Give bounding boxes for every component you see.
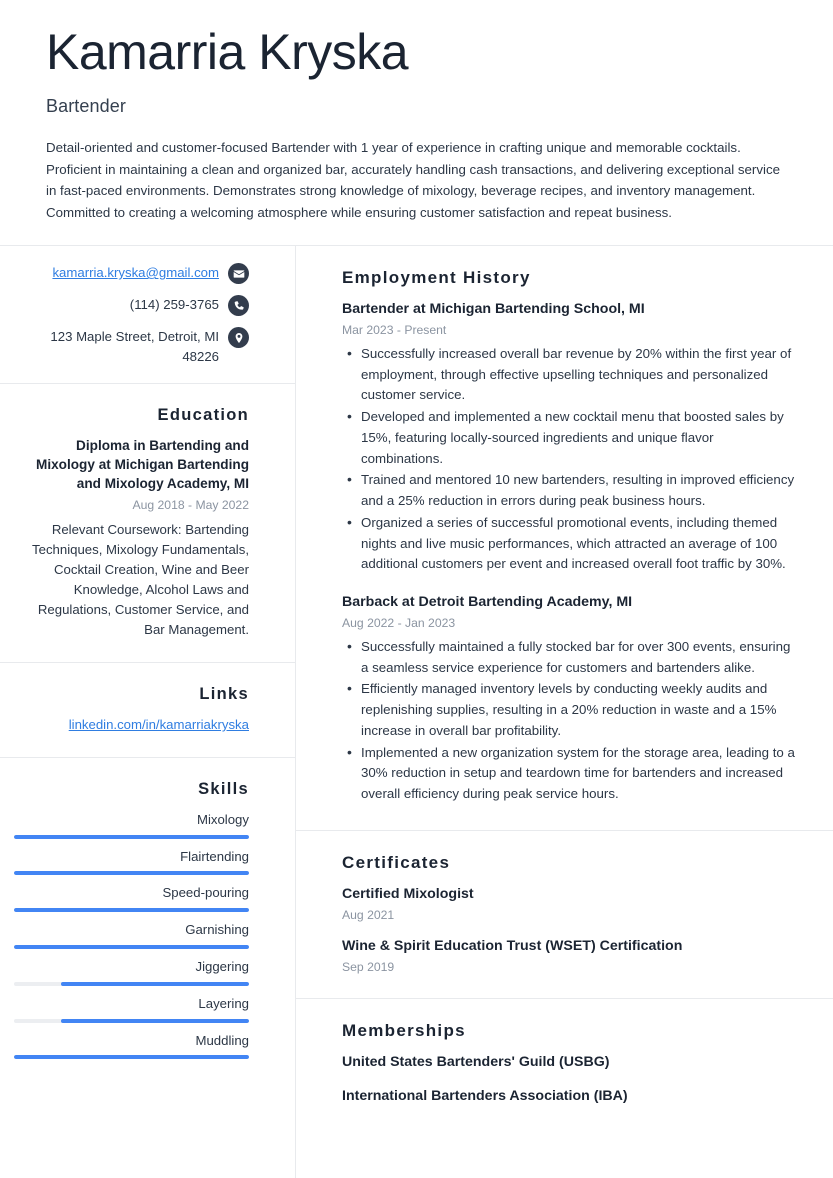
memberships-heading: Memberships <box>342 1020 466 1040</box>
employment-bullet: • Developed and implemented a new cocktail menu that boosted sales by 15%, featuring locally-sourced ingredients and unique flavor combinations. <box>361 407 797 469</box>
employment-bullets <box>342 637 797 805</box>
resume-header <box>0 0 833 246</box>
education-date: Aug 2018 - May 2022 <box>132 497 249 512</box>
certificate-title: Wine & Spirit Education Trust (WSET) Certification <box>342 937 683 954</box>
contact-row-address <box>14 326 249 367</box>
skill-label: Flairtending <box>180 848 249 864</box>
certificate-date: Aug 2021 <box>342 907 395 922</box>
employment-bullet: • Successfully increased overall bar revenue by 20% within the first year of employment, through effective upselling techniques and personalized customer service. <box>361 344 797 406</box>
skill-item <box>14 847 249 876</box>
skill-item <box>14 957 249 986</box>
skill-item <box>14 994 249 1023</box>
membership-entry <box>342 1053 797 1073</box>
professional-summary: Detail-oriented and customer-focused Bartender with 1 year of experience in crafting unique and memorable cocktails. Proficient in maintaining a clean and organized bar, accurately handling cash transactions, and delivering exceptional service in fast-paced environments. Demonstrates strong knowledge of mixology, beverage recipes, and inventory management. Committed to creating a welcoming atmosphere while ensuring customer satisfaction and repeat business. <box>46 140 780 220</box>
education-section <box>0 384 295 663</box>
skill-track <box>14 835 249 839</box>
certificate-date: Sep 2019 <box>342 959 395 974</box>
certificates-section <box>296 831 833 999</box>
certificate-entry <box>342 937 797 974</box>
education-degree: Diploma in Bartending and Mixology at Michigan Bartending and Mixology Academy, MI <box>36 437 249 492</box>
contact-row-phone[interactable] <box>14 294 249 316</box>
address-text: 123 Maple Street, Detroit, MI 48226 <box>50 329 219 364</box>
skill-track <box>14 982 249 986</box>
skills-section <box>0 758 295 1082</box>
certificate-title: Certified Mixologist <box>342 885 474 902</box>
skill-label: Jiggering <box>195 958 249 974</box>
employment-bullet: • Implemented a new organization system for the storage area, leading to a 30% reduction in setup and teardown time for bartenders and increased overall efficiency during peak service hours. <box>361 743 797 805</box>
certificates-heading: Certificates <box>342 852 451 872</box>
education-description: Relevant Coursework: Bartending Techniques, Mixology Fundamentals, Cocktail Creation, Wine and Beer Knowledge, Alcohol Laws and Regulations, Customer Service, and Bar Management. <box>32 521 249 637</box>
skill-fill <box>14 1055 249 1059</box>
skill-fill <box>61 1019 249 1023</box>
skill-track <box>14 871 249 875</box>
skill-item <box>14 810 249 839</box>
email-text[interactable]: kamarria.kryska@gmail.com <box>52 265 219 281</box>
main-column <box>296 246 833 1178</box>
skill-track <box>14 945 249 949</box>
skill-item <box>14 883 249 912</box>
skill-fill <box>14 835 249 839</box>
skill-item <box>14 1031 249 1060</box>
employment-date: Aug 2022 - Jan 2023 <box>342 615 456 630</box>
employment-entry <box>342 593 797 805</box>
skill-item <box>14 920 249 949</box>
membership-title: United States Bartenders' Guild (USBG) <box>342 1053 610 1070</box>
employment-section <box>296 246 833 831</box>
memberships-section <box>296 999 833 1132</box>
employment-heading: Employment History <box>342 268 531 288</box>
skills-heading: Skills <box>198 779 249 798</box>
certificate-entry <box>342 885 797 922</box>
skill-track <box>14 1019 249 1023</box>
phone-text: (114) 259-3765 <box>129 297 219 313</box>
sidebar <box>0 246 296 1178</box>
employment-bullet: • Efficiently managed inventory levels by conducting weekly audits and replenishing supplies, resulting in a 20% reduction in waste and a 15% increase in overall bar profitability. <box>361 679 797 741</box>
map-pin-icon <box>228 327 249 348</box>
skill-label: Speed-pouring <box>162 885 249 901</box>
job-title: Bartender <box>46 96 126 116</box>
full-name: Kamarria Kryska <box>46 24 409 80</box>
contact-row-email[interactable] <box>14 262 249 284</box>
resume-body <box>0 246 833 1178</box>
membership-entry <box>342 1087 797 1107</box>
link-linkedin[interactable]: linkedin.com/in/kamarriakryska <box>68 716 249 732</box>
education-heading: Education <box>157 405 249 424</box>
skill-fill <box>61 982 249 986</box>
employment-bullet: • Trained and mentored 10 new bartenders, resulting in improved efficiency and a 25% reduction in errors during peak business hours. <box>361 470 797 511</box>
skill-track <box>14 1055 249 1059</box>
employment-title: Barback at Detroit Bartending Academy, MI <box>342 594 633 611</box>
contact-block <box>0 246 295 384</box>
skill-fill <box>14 871 249 875</box>
skill-label: Garnishing <box>185 922 249 938</box>
employment-bullet: • Successfully maintained a fully stocked bar for over 300 events, ensuring a seamless service experience for customers and bartenders alike. <box>361 637 797 678</box>
education-entry <box>14 436 249 640</box>
employment-entry <box>342 300 797 575</box>
employment-date: Mar 2023 - Present <box>342 323 447 337</box>
skill-fill <box>14 908 249 912</box>
phone-icon <box>228 295 249 316</box>
employment-bullet: • Organized a series of successful promotional events, including themed nights and live music performances, which attracted an average of 100 additional customers per event and increased overall foot traffic by 30%. <box>361 513 797 575</box>
employment-title: Bartender at Michigan Bartending School, MI <box>342 301 645 318</box>
skill-track <box>14 908 249 912</box>
links-heading: Links <box>199 684 249 703</box>
links-section <box>0 663 295 758</box>
employment-bullets <box>342 344 797 575</box>
membership-title: International Bartenders Association (IBA) <box>342 1088 628 1105</box>
skill-label: Mixology <box>196 811 249 827</box>
skill-fill <box>14 945 249 949</box>
skill-label: Layering <box>198 995 249 1011</box>
skill-label: Muddling <box>195 1032 249 1048</box>
envelope-icon <box>228 263 249 284</box>
